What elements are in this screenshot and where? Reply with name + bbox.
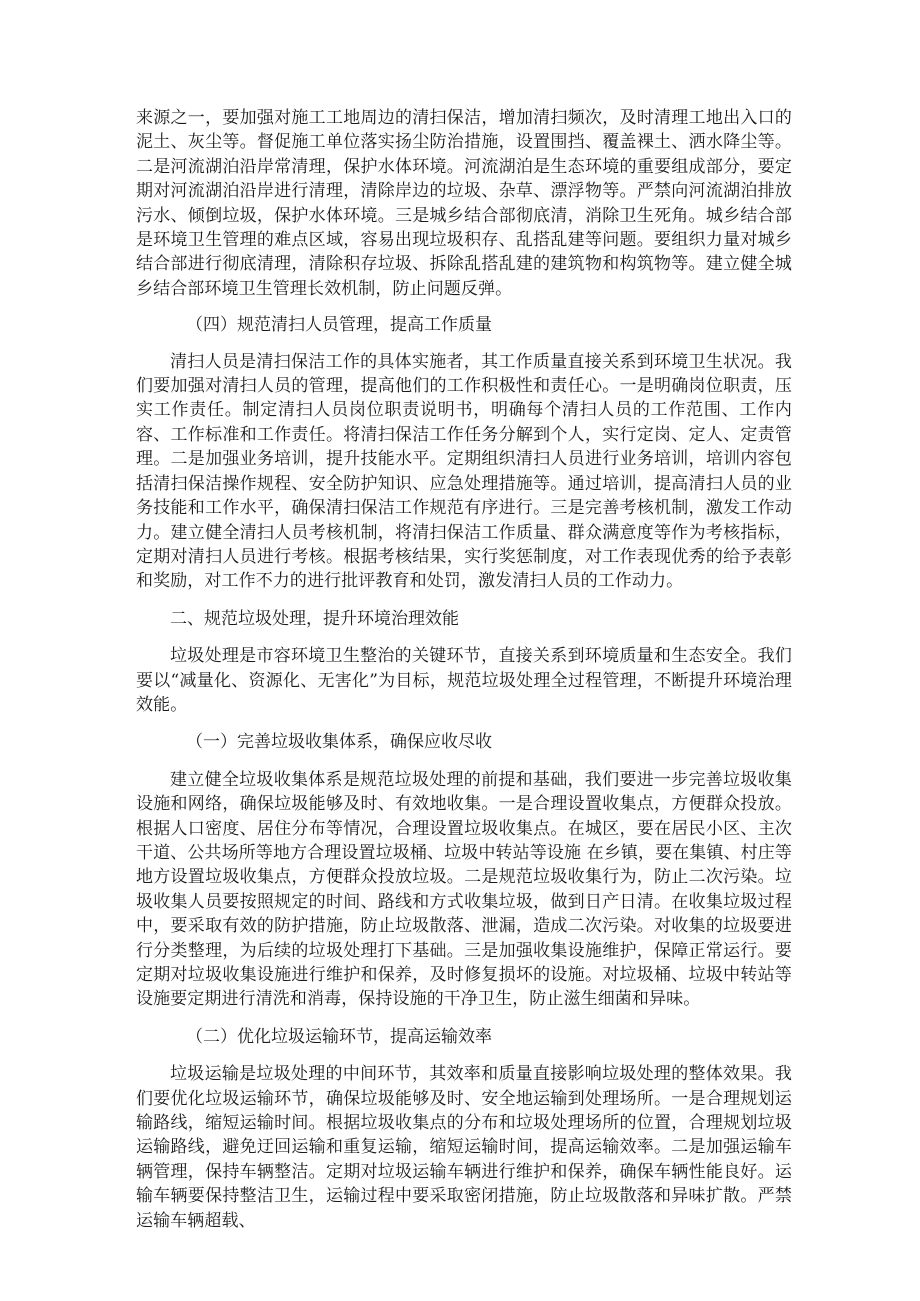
paragraph-2: 清扫人员是清扫保洁工作的具体实施者，其工作质量直接关系到环境卫生状况。我们要加强对清扫人员的管理，提高他们的工作积极性和责任心。一是明确岗位职责，压实工作责任。制定清扫人员岗位职责说明书，明确每个清扫人员的工作范围、工作内容、工作标准和工作责任。将清扫保洁工作任务分解到个人，实行定岗、定人、定责管理。二是加强业务培训，提升技能水平。定期组织清扫人员进行业务培训，培训内容包括清扫保洁操作规程、安全防护知识、应急处理措施等。通过培训，提高清扫人员的业务技能和工作水平，确保清扫保洁工作规范有序进行。三是完善考核机制，激发工作动力。建立健全清扫人员考核机制，将清扫保洁工作质量、群众满意度等作为考核指标，定期对清扫人员进行考核。根据考核结果，实行奖惩制度，对工作表现优秀的给予表彰和奖励，对工作不力的进行批评教育和处罚，激发清扫人员的工作动力。 [136,351,792,592]
spacer [136,631,792,644]
section-heading-2: （二）优化垃圾运输环节，提高运输效率 [186,1026,492,1047]
spacer [136,755,792,768]
paragraph-3: 垃圾处理是市容环境卫生整治的关键环节，直接关系到环境质量和生态安全。我们要以“减量化、资源化、无害化”为目标，规范垃圾处理全过程管理，不断提升环境治理效能。 [136,646,792,715]
spacer [136,594,792,607]
document-page [136,106,792,1233]
paragraph-5: 垃圾运输是垃圾处理的中间环节，其效率和质量直接影响垃圾处理的整体效果。我们要优化垃圾运输环节，确保垃圾能够及时、安全地运输到处理场所。一是合理规划运输路线，缩短运输时间。根据垃圾收集点的分布和垃圾处理场所的位置，合理规划垃圾运输路线，避免迂回运输和重复运输，缩短运输时间，提高运输效率。二是加强运输车辆管理，保持车辆整洁。定期对垃圾运输车辆进行维护和保养，确保车辆性能良好。运输车辆要保持整洁卫生，运输过程中要采取密闭措施，防止垃圾散落和异味扩散。严禁运输车辆超载、 [136,1064,792,1231]
section-heading-4: （四）规范清扫人员管理，提高工作质量 [186,315,492,336]
spacer [136,1012,792,1025]
paragraph-4: 建立健全垃圾收集体系是规范垃圾处理的前提和基础，我们要进一步完善垃圾收集设施和网络，确保垃圾能够及时、有效地收集。一是合理设置收集点，方便群众投放。根据人口密度、居住分布等情况，合理设置垃圾收集点。在城区，要在居民小区、主次干道、公共场所等地方合理设置垃圾桶、垃圾中转站等设施 在乡镇，要在集镇、村庄等地方设置垃圾收集点，方便群众投放垃圾。二是规范垃圾收集行为，防止二次污染。垃圾收集人员要按照规定的时间、路线和方式收集垃圾，做到日产日清。在收集垃圾过程中，要采取有效的防护措施，防止垃圾散落、泄漏，造成二次污染。对收集的垃圾要进行分类整理，为后续的垃圾处理打下基础。三是加强收集设施维护，保障正常运行。要定期对垃圾收集设施进行维护和保养，及时修复损坏的设施。对垃圾桶、垃圾中转站等设施要定期进行清洗和消毒，保持设施的干净卫生，防止滋生细菌和异味。 [136,769,792,1010]
spacer [136,338,792,350]
spacer [136,301,792,313]
spacer [136,1049,792,1062]
chapter-heading-2: 二、规范垃圾处理，提升环境治理效能 [170,608,459,629]
section-heading-1: （一）完善垃圾收集体系，确保应收尽收 [186,732,492,753]
paragraph-1: 来源之一，要加强对施工工地周边的清扫保洁，增加清扫频次，及时清理工地出入口的泥土、灰尘等。督促施工单位落实扬尘防治措施，设置围挡、覆盖裸土、洒水降尘等。二是河流湖泊沿岸常清理，保护水体环境。河流湖泊是生态环境的重要组成部分，要定期对河流湖泊沿岸进行清理，清除岸边的垃圾、杂草、漂浮物等。严禁向河流湖泊排放污水、倾倒垃圾，保护水体环境。三是城乡结合部彻底清，消除卫生死角。城乡结合部是环境卫生管理的难点区域，容易出现垃圾积存、乱搭乱建等问题。要组织力量对城乡结合部进行彻底清理，清除积存垃圾、拆除乱搭乱建的建筑物和构筑物等。建立健全城乡结合部环境卫生管理长效机制，防止问题反弹。 [136,108,792,299]
spacer [136,717,792,730]
